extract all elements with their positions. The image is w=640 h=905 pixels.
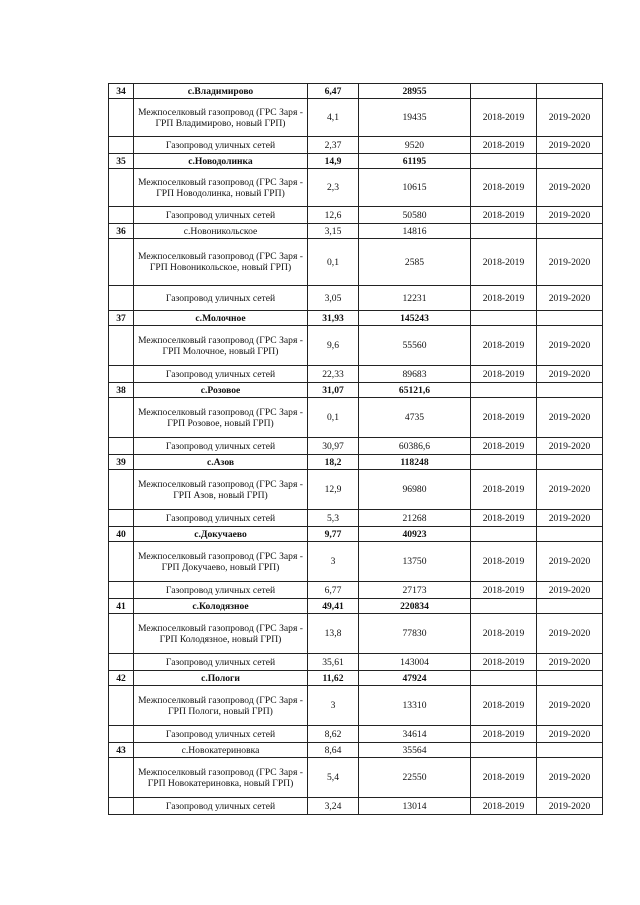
pipeline-row (109, 582, 603, 599)
design-years: 2018-2019 (471, 614, 537, 654)
pipeline-row (109, 614, 603, 654)
pipeline-length: 0,1 (308, 398, 359, 438)
construction-years: 2019-2020 (537, 99, 603, 137)
design-years: 2018-2019 (471, 686, 537, 726)
village-name: с.Розовое (134, 383, 308, 398)
pipeline-description: Межпоселковый газопровод (ГРС Заря - ГРП Новокатериновка, новый ГРП) (134, 758, 308, 798)
construction-years: 2019-2020 (537, 510, 603, 527)
pipeline-row (109, 169, 603, 207)
row-number: 40 (109, 527, 134, 542)
row-number-empty (109, 654, 134, 671)
construction-years: 2019-2020 (537, 169, 603, 207)
pipeline-length: 13,8 (308, 614, 359, 654)
design-years: 2018-2019 (471, 510, 537, 527)
pipeline-row (109, 798, 603, 815)
pipeline-description: Газопровод уличных сетей (134, 726, 308, 743)
pipeline-row (109, 654, 603, 671)
pipeline-description: Газопровод уличных сетей (134, 510, 308, 527)
row-number-empty (109, 686, 134, 726)
construction-years: 2019-2020 (537, 326, 603, 366)
design-years: 2018-2019 (471, 542, 537, 582)
start-years-empty (471, 599, 537, 614)
design-years: 2018-2019 (471, 286, 537, 311)
village-row (109, 224, 603, 239)
end-years-empty (537, 154, 603, 169)
row-number-empty (109, 99, 134, 137)
design-years: 2018-2019 (471, 398, 537, 438)
row-number: 38 (109, 383, 134, 398)
design-years: 2018-2019 (471, 798, 537, 815)
pipeline-description: Межпоселковый газопровод (ГРС Заря - ГРП Владимирово, новый ГРП) (134, 99, 308, 137)
construction-years: 2019-2020 (537, 398, 603, 438)
pipeline-description: Газопровод уличных сетей (134, 654, 308, 671)
village-name: с.Докучаево (134, 527, 308, 542)
pipeline-length: 3 (308, 542, 359, 582)
pipeline-row (109, 726, 603, 743)
pipeline-row (109, 510, 603, 527)
end-years-empty (537, 383, 603, 398)
pipeline-row (109, 470, 603, 510)
start-years-empty (471, 455, 537, 470)
village-row (109, 671, 603, 686)
design-years: 2018-2019 (471, 207, 537, 224)
pipeline-cost: 47924 (359, 671, 471, 686)
pipeline-description: Межпоселковый газопровод (ГРС Заря - ГРП Азов, новый ГРП) (134, 470, 308, 510)
village-name: с.Новодолинка (134, 154, 308, 169)
pipeline-row (109, 286, 603, 311)
row-number: 41 (109, 599, 134, 614)
end-years-empty (537, 527, 603, 542)
pipeline-cost: 4735 (359, 398, 471, 438)
pipeline-cost: 60386,6 (359, 438, 471, 455)
end-years-empty (537, 671, 603, 686)
design-years: 2018-2019 (471, 239, 537, 286)
village-name: с.Новокатериновка (134, 743, 308, 758)
pipeline-cost: 21268 (359, 510, 471, 527)
pipeline-length: 3,15 (308, 224, 359, 239)
pipeline-length: 35,61 (308, 654, 359, 671)
pipeline-length: 11,62 (308, 671, 359, 686)
pipeline-description: Газопровод уличных сетей (134, 366, 308, 383)
design-years: 2018-2019 (471, 326, 537, 366)
pipeline-description: Межпоселковый газопровод (ГРС Заря - ГРП Колодязное, новый ГРП) (134, 614, 308, 654)
pipeline-cost: 77830 (359, 614, 471, 654)
construction-years: 2019-2020 (537, 686, 603, 726)
row-number-empty (109, 582, 134, 599)
pipeline-length: 8,62 (308, 726, 359, 743)
pipeline-length: 9,77 (308, 527, 359, 542)
pipeline-cost: 22550 (359, 758, 471, 798)
pipeline-row (109, 686, 603, 726)
row-number-empty (109, 470, 134, 510)
pipeline-length: 3 (308, 686, 359, 726)
pipeline-description: Межпоселковый газопровод (ГРС Заря - ГРП Пологи, новый ГРП) (134, 686, 308, 726)
row-number-empty (109, 798, 134, 815)
pipeline-cost: 96980 (359, 470, 471, 510)
row-number: 43 (109, 743, 134, 758)
pipeline-length: 2,3 (308, 169, 359, 207)
end-years-empty (537, 599, 603, 614)
end-years-empty (537, 743, 603, 758)
pipeline-length: 31,07 (308, 383, 359, 398)
village-row (109, 455, 603, 470)
row-number: 39 (109, 455, 134, 470)
pipeline-cost: 9520 (359, 137, 471, 154)
pipeline-row (109, 366, 603, 383)
pipeline-cost: 89683 (359, 366, 471, 383)
row-number-empty (109, 438, 134, 455)
pipeline-length: 0,1 (308, 239, 359, 286)
row-number-empty (109, 286, 134, 311)
pipeline-row (109, 207, 603, 224)
pipeline-cost: 220834 (359, 599, 471, 614)
pipeline-cost: 10615 (359, 169, 471, 207)
design-years: 2018-2019 (471, 438, 537, 455)
pipeline-cost: 143004 (359, 654, 471, 671)
village-row (109, 383, 603, 398)
design-years: 2018-2019 (471, 169, 537, 207)
pipeline-cost: 40923 (359, 527, 471, 542)
pipeline-length: 8,64 (308, 743, 359, 758)
pipeline-length: 31,93 (308, 311, 359, 326)
pipeline-description: Газопровод уличных сетей (134, 137, 308, 154)
pipeline-length: 49,41 (308, 599, 359, 614)
pipeline-cost: 145243 (359, 311, 471, 326)
village-row (109, 527, 603, 542)
village-row (109, 154, 603, 169)
pipeline-cost: 13310 (359, 686, 471, 726)
pipeline-description: Межпоселковый газопровод (ГРС Заря - ГРП Новоникольское, новый ГРП) (134, 239, 308, 286)
design-years: 2018-2019 (471, 582, 537, 599)
construction-years: 2019-2020 (537, 239, 603, 286)
end-years-empty (537, 311, 603, 326)
row-number-empty (109, 169, 134, 207)
construction-years: 2019-2020 (537, 470, 603, 510)
pipeline-row (109, 326, 603, 366)
pipeline-description: Межпоселковый газопровод (ГРС Заря - ГРП Розовое, новый ГРП) (134, 398, 308, 438)
design-years: 2018-2019 (471, 137, 537, 154)
pipeline-length: 6,77 (308, 582, 359, 599)
pipeline-cost: 13014 (359, 798, 471, 815)
pipeline-row (109, 137, 603, 154)
start-years-empty (471, 743, 537, 758)
pipeline-length: 3,24 (308, 798, 359, 815)
construction-years: 2019-2020 (537, 542, 603, 582)
end-years-empty (537, 84, 603, 99)
row-number-empty (109, 366, 134, 383)
pipeline-length: 30,97 (308, 438, 359, 455)
construction-years: 2019-2020 (537, 137, 603, 154)
pipeline-length: 2,37 (308, 137, 359, 154)
start-years-empty (471, 224, 537, 239)
pipeline-cost: 118248 (359, 455, 471, 470)
start-years-empty (471, 671, 537, 686)
row-number-empty (109, 398, 134, 438)
end-years-empty (537, 224, 603, 239)
construction-years: 2019-2020 (537, 286, 603, 311)
design-years: 2018-2019 (471, 366, 537, 383)
row-number-empty (109, 542, 134, 582)
village-name: с.Новоникольское (134, 224, 308, 239)
pipeline-description: Газопровод уличных сетей (134, 286, 308, 311)
construction-years: 2019-2020 (537, 366, 603, 383)
table-body (109, 84, 603, 815)
pipeline-cost: 14816 (359, 224, 471, 239)
pipeline-row (109, 542, 603, 582)
pipeline-length: 22,33 (308, 366, 359, 383)
pipeline-length: 6,47 (308, 84, 359, 99)
pipeline-description: Межпоселковый газопровод (ГРС Заря - ГРП Новодолинка, новый ГРП) (134, 169, 308, 207)
start-years-empty (471, 311, 537, 326)
design-years: 2018-2019 (471, 654, 537, 671)
row-number-empty (109, 758, 134, 798)
start-years-empty (471, 527, 537, 542)
design-years: 2018-2019 (471, 726, 537, 743)
pipeline-row (109, 239, 603, 286)
row-number: 37 (109, 311, 134, 326)
pipeline-cost: 27173 (359, 582, 471, 599)
start-years-empty (471, 154, 537, 169)
village-name: с.Пологи (134, 671, 308, 686)
village-row (109, 743, 603, 758)
pipeline-description: Межпоселковый газопровод (ГРС Заря - ГРП Молочное, новый ГРП) (134, 326, 308, 366)
pipeline-description: Газопровод уличных сетей (134, 438, 308, 455)
pipeline-cost: 55560 (359, 326, 471, 366)
row-number-empty (109, 326, 134, 366)
village-row (109, 84, 603, 99)
row-number-empty (109, 614, 134, 654)
design-years: 2018-2019 (471, 470, 537, 510)
design-years: 2018-2019 (471, 99, 537, 137)
pipeline-description: Газопровод уличных сетей (134, 207, 308, 224)
pipeline-length: 9,6 (308, 326, 359, 366)
pipeline-length: 14,9 (308, 154, 359, 169)
construction-years: 2019-2020 (537, 614, 603, 654)
construction-years: 2019-2020 (537, 758, 603, 798)
end-years-empty (537, 455, 603, 470)
construction-years: 2019-2020 (537, 654, 603, 671)
pipeline-row (109, 438, 603, 455)
pipeline-cost: 28955 (359, 84, 471, 99)
village-row (109, 311, 603, 326)
design-years: 2018-2019 (471, 758, 537, 798)
pipeline-cost: 2585 (359, 239, 471, 286)
pipeline-cost: 50580 (359, 207, 471, 224)
pipeline-row (109, 398, 603, 438)
pipeline-description: Газопровод уличных сетей (134, 582, 308, 599)
row-number: 35 (109, 154, 134, 169)
construction-years: 2019-2020 (537, 207, 603, 224)
row-number-empty (109, 137, 134, 154)
pipeline-length: 3,05 (308, 286, 359, 311)
pipeline-cost: 13750 (359, 542, 471, 582)
pipeline-cost: 61195 (359, 154, 471, 169)
pipeline-length: 12,6 (308, 207, 359, 224)
pipeline-length: 4,1 (308, 99, 359, 137)
village-name: с.Колодязное (134, 599, 308, 614)
village-row (109, 599, 603, 614)
construction-years: 2019-2020 (537, 798, 603, 815)
pipeline-length: 12,9 (308, 470, 359, 510)
gas-pipeline-table (108, 83, 603, 815)
pipeline-cost: 65121,6 (359, 383, 471, 398)
pipeline-cost: 35564 (359, 743, 471, 758)
construction-years: 2019-2020 (537, 582, 603, 599)
row-number-empty (109, 510, 134, 527)
pipeline-description: Межпоселковый газопровод (ГРС Заря - ГРП Докучаево, новый ГРП) (134, 542, 308, 582)
row-number: 34 (109, 84, 134, 99)
row-number-empty (109, 207, 134, 224)
pipeline-description: Газопровод уличных сетей (134, 798, 308, 815)
row-number-empty (109, 726, 134, 743)
pipeline-row (109, 758, 603, 798)
start-years-empty (471, 383, 537, 398)
construction-years: 2019-2020 (537, 726, 603, 743)
pipeline-cost: 34614 (359, 726, 471, 743)
start-years-empty (471, 84, 537, 99)
row-number: 42 (109, 671, 134, 686)
pipeline-row (109, 99, 603, 137)
pipeline-cost: 19435 (359, 99, 471, 137)
village-name: с.Владимирово (134, 84, 308, 99)
pipeline-length: 5,3 (308, 510, 359, 527)
pipeline-length: 18,2 (308, 455, 359, 470)
village-name: с.Молочное (134, 311, 308, 326)
pipeline-cost: 12231 (359, 286, 471, 311)
row-number-empty (109, 239, 134, 286)
village-name: с.Азов (134, 455, 308, 470)
row-number: 36 (109, 224, 134, 239)
construction-years: 2019-2020 (537, 438, 603, 455)
pipeline-length: 5,4 (308, 758, 359, 798)
